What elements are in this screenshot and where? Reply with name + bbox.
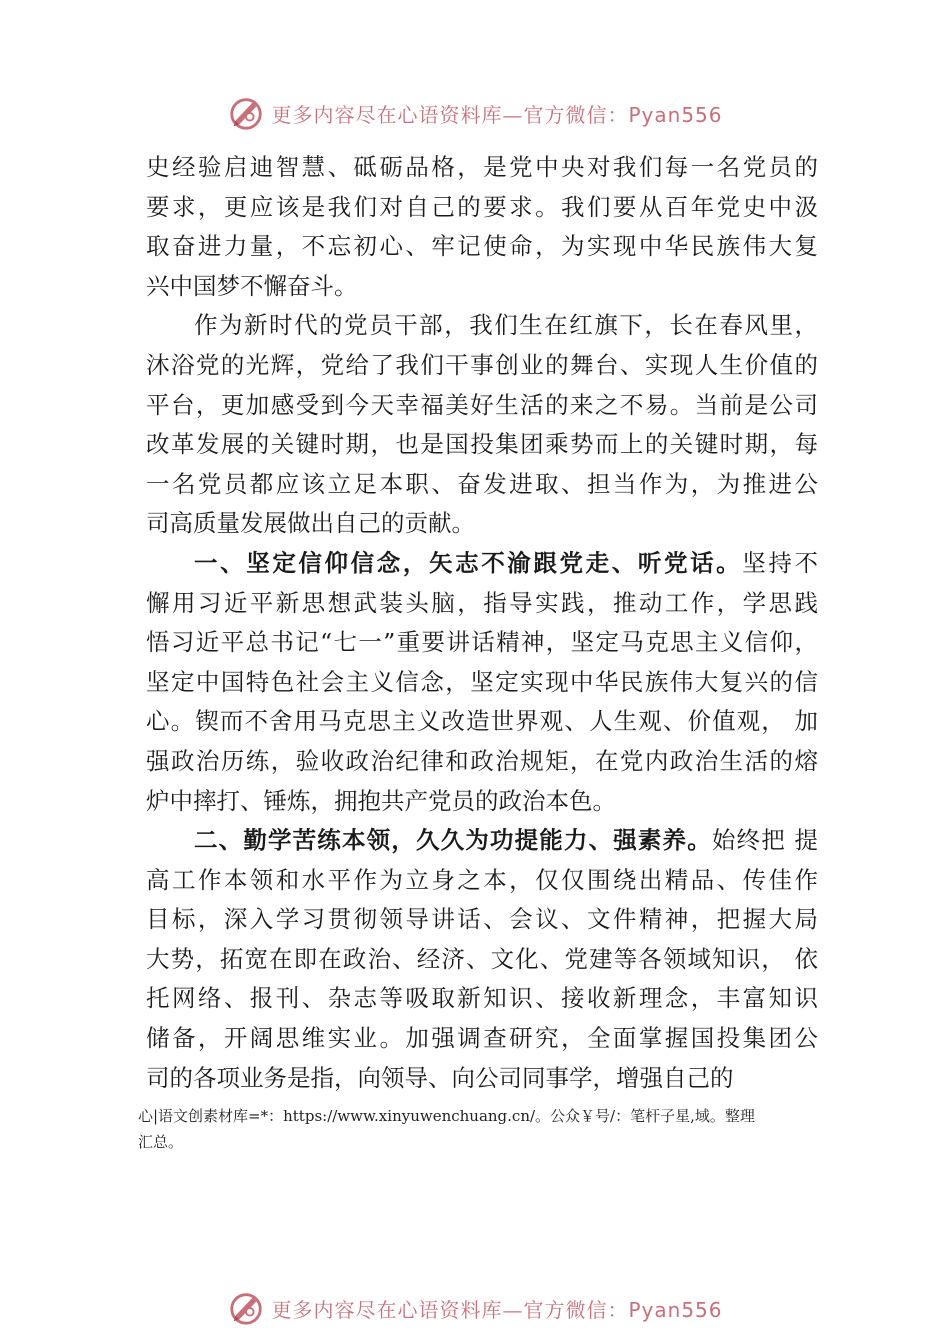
text-line: 要求，更应该是我们对自己的要求。我们要从百年党史中汲 <box>146 192 818 221</box>
section-heading: 二、勤学苦练本领，久久为功提能力、强素养。 <box>194 826 712 855</box>
text-line: 心。锲而不舍用马克思主义改造世界观、人生观、价值观， 加 <box>146 707 818 736</box>
text-line: 兴中国梦不懈奋斗。 <box>146 271 358 300</box>
pen-seal-logo-icon <box>227 94 265 132</box>
text-line: 司的各项业务是指，向领导、向公司同事学，增强自己的 <box>146 1063 734 1092</box>
wechat-id: Pyan556 <box>628 1297 723 1322</box>
banner-text: 更多内容尽在心语资料库—官方微信： <box>271 102 629 127</box>
banner-text: 更多内容尽在心语资料库—官方微信： <box>271 1297 629 1322</box>
text-line: 司高质量发展做出自己的贡献。 <box>146 509 475 538</box>
document-body <box>146 148 818 1098</box>
text-line: 平台，更加感受到今天幸福美好生活的来之不易。当前是公司 <box>146 390 818 419</box>
text-line: 一名党员都应该立足本职、奋发进取、担当作为，为推进公 <box>146 469 818 498</box>
text-line: 史经验启迪智慧、砥砺品格，是党中央对我们每一名党员的 <box>146 153 818 181</box>
text-line: 炉中摔打、锤炼，拥抱共产党员的政治本色。 <box>146 786 616 815</box>
section-heading-line <box>146 544 818 584</box>
text-line: 坚定中国特色社会主义信念，坚定实现中华民族伟大复兴的信 <box>146 667 818 696</box>
section-heading: 一、坚定信仰信念，矢志不渝跟党走、听党话。 <box>194 548 743 577</box>
section-heading-line <box>146 821 818 861</box>
text-line: 作为新时代的党员干部，我们生在红旗下，长在春风里， <box>194 311 818 340</box>
text-line: 懈用习近平新思想武装头脑，指导实践，推动工作，学思践 <box>146 588 818 617</box>
footnote <box>138 1103 844 1155</box>
text-line: 高工作本领和水平作为立身之本，仅仅围绕出精品、传佳作 <box>146 865 818 894</box>
wechat-id: Pyan556 <box>628 102 723 127</box>
text-line: 目标，深入学习贯彻领导讲话、会议、文件精神，把握大局 <box>146 905 818 934</box>
text-line: 储备，开阔思维实业。加强调查研究，全面掌握国投集团公 <box>146 1024 818 1053</box>
text-span: 始终把 提 <box>711 826 818 855</box>
text-line: 改革发展的关键时期，也是国投集团乘势而上的关键时期，每 <box>146 430 818 459</box>
text-line: 托网络、报刊、杂志等吸取新知识、接收新理念，丰富知识 <box>146 984 818 1013</box>
text-line: 大势，拓宽在即在政治、经济、文化、党建等各领域知识， 依 <box>146 944 818 973</box>
text-line: 强政治历练，验收政治纪律和政治规矩，在党内政治生活的熔 <box>146 746 818 775</box>
header-banner <box>0 93 950 133</box>
text-span: 坚持不 <box>742 548 819 577</box>
text-line: 悟习近平总书记“七一”重要讲话精神，坚定马克思主义信仰， <box>146 628 818 657</box>
footer-banner <box>0 1288 950 1328</box>
footnote-line: 心|语文创素材库=*：https://www.xinyuwenchuang.cn/。公众￥号/：笔杆子星,域。整理 <box>138 1107 755 1125</box>
pen-seal-logo-icon <box>227 1289 265 1327</box>
text-line: 取奋进力量，不忘初心、牢记使命，为实现中华民族伟大复 <box>146 232 818 261</box>
footnote-line: 汇总。 <box>138 1133 184 1151</box>
text-line: 沐浴党的光辉，党给了我们干事创业的舞台、实现人生价值的 <box>146 350 818 379</box>
